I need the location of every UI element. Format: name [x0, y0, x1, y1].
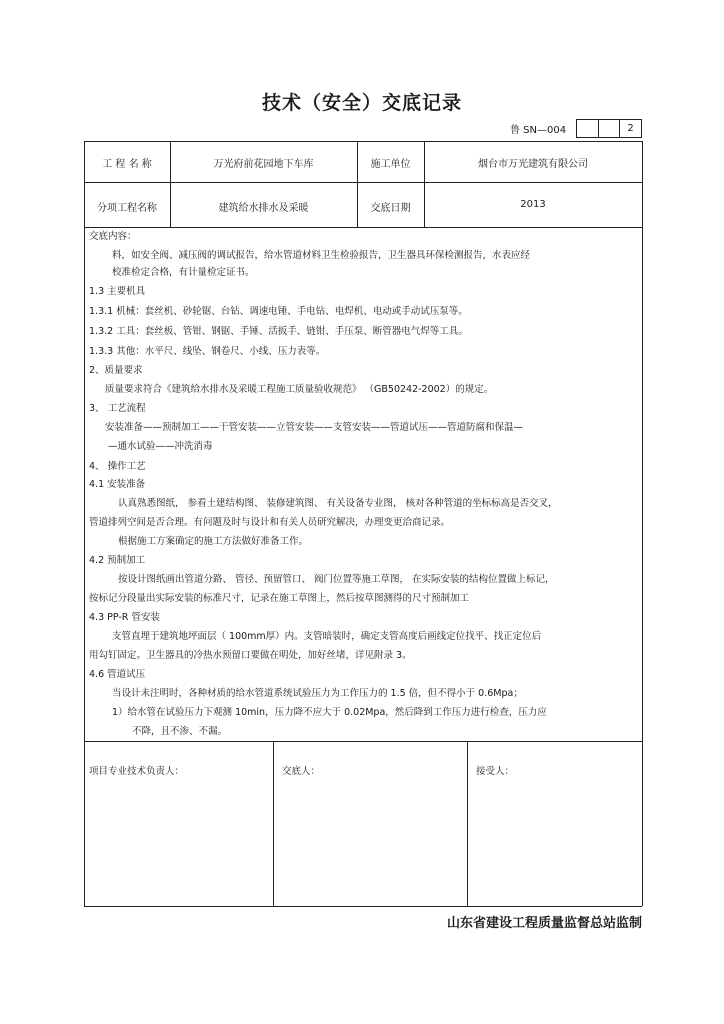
- content-line: 质量要求符合《建筑给水排水及采暖工程施工质量验收规范》 （GB50242-2002）的规定。: [105, 384, 494, 395]
- document-title: 技术（安全）交底记录: [261, 92, 462, 114]
- content-label: 交底内容：: [89, 231, 137, 242]
- content-line: —通水试验——冲洗消毒: [108, 441, 213, 452]
- construction-unit-value: 烟台市万光建筑有限公司: [478, 159, 588, 170]
- content-line: 1）给水管在试验压力下观测 10min，压力降不应大于 0.02Mpa，然后降到工作压力进行检查，压力应: [112, 707, 547, 718]
- project-name-value: 万光府前花园地下车库: [213, 159, 314, 170]
- content-line: 4.1 安装准备: [89, 479, 146, 490]
- subproject-value: 建筑给水排水及采暖: [218, 203, 309, 214]
- content-line: 1.3.1 机械：套丝机、砂轮锯、台钻、调速电锤、手电钻、电焊机、电动或手动试压泵等。: [89, 306, 468, 317]
- content-line: 认真熟悉图纸， 参看土建结构图、 装修建筑图、 有关设备专业图， 核对各种管道的坐标标高是否交叉，: [118, 498, 558, 509]
- content-line: 管道排列空间是否合理。有问题及时与设计和有关人员研究解决，办理变更洽商记录。: [89, 517, 451, 528]
- content-line: 4.3 PP-R 管安装: [89, 612, 160, 623]
- form-code: 鲁 SN—004: [510, 125, 567, 136]
- content-line: 按设计图纸画出管道分路、 管径、预留管口、 阀门位置等施工草图， 在实际安装的结构位置做上标记，: [118, 574, 555, 585]
- receiver-label: 接受人：: [476, 766, 515, 777]
- code-box-2: [598, 119, 620, 138]
- content-line: 4.6 管道试压: [89, 669, 146, 680]
- page-number: 2: [619, 119, 642, 138]
- content-line: 按标记分段量出实际安装的标准尺寸，记录在施工草图上，然后按草图测得的尺寸预制加工: [89, 593, 470, 604]
- date-value: 2013: [520, 199, 546, 210]
- code-box-1: [576, 119, 599, 138]
- supervisor-footer: 山东省建设工程质量监督总站监制: [446, 916, 642, 931]
- content-line: 1.3 主要机具: [89, 286, 146, 297]
- content-line: 安装准备——预制加工——干管安装——立管安装——支管安装——管道试压——管道防腐和保温—: [105, 422, 524, 433]
- content-line: 不降，且不渗、不漏。: [132, 726, 228, 737]
- content-line: 当设计未注明时，各种材质的给水管道系统试验压力为工作压力的 1.5 倍，但不得小于 0.6Mpa；: [112, 688, 523, 699]
- content-line: 根据施工方案确定的施工方法做好准备工作。: [118, 536, 309, 547]
- content-line: 4.2 预制加工: [89, 555, 146, 566]
- content-line: 支管直埋于建筑地坪面层（ 100mm厚）内。支管暗装时，确定支管高度后画线定位找平、找正定位后: [112, 631, 542, 642]
- discloser-label: 交底人：: [282, 766, 321, 777]
- content-line: 3、 工艺流程: [89, 403, 146, 414]
- date-label: 交底日期: [370, 203, 411, 214]
- content-line: 4、 操作工艺: [89, 461, 146, 472]
- content-line: 2、质量要求: [89, 365, 143, 376]
- project-name-label: 工 程 名 称: [102, 159, 152, 170]
- subproject-label: 分项工程名称: [97, 203, 157, 214]
- construction-unit-label: 施工单位: [370, 159, 411, 170]
- tech-lead-label: 项目专业技术负责人：: [89, 766, 185, 777]
- content-line: 1.3.2 工具：套丝板、管钳、钢锯、手锤、活扳手、链钳、手压泵、断管器电气焊等工具。: [89, 326, 468, 337]
- content-line: 料，如安全阀、减压阀的调试报告，给水管道材料卫生检验报告，卫生器具环保检测报告，水表应经: [112, 250, 531, 261]
- content-line: 1.3.3 其他：水平尺、线坠、钢卷尺、小线、压力表等。: [89, 346, 326, 357]
- content-line: 用勾钉固定。卫生器具的冷热水预留口要做在明处，加好丝堵，详见附录 3。: [89, 650, 412, 661]
- content-line: 校准检定合格，有计量检定证书。: [112, 267, 255, 278]
